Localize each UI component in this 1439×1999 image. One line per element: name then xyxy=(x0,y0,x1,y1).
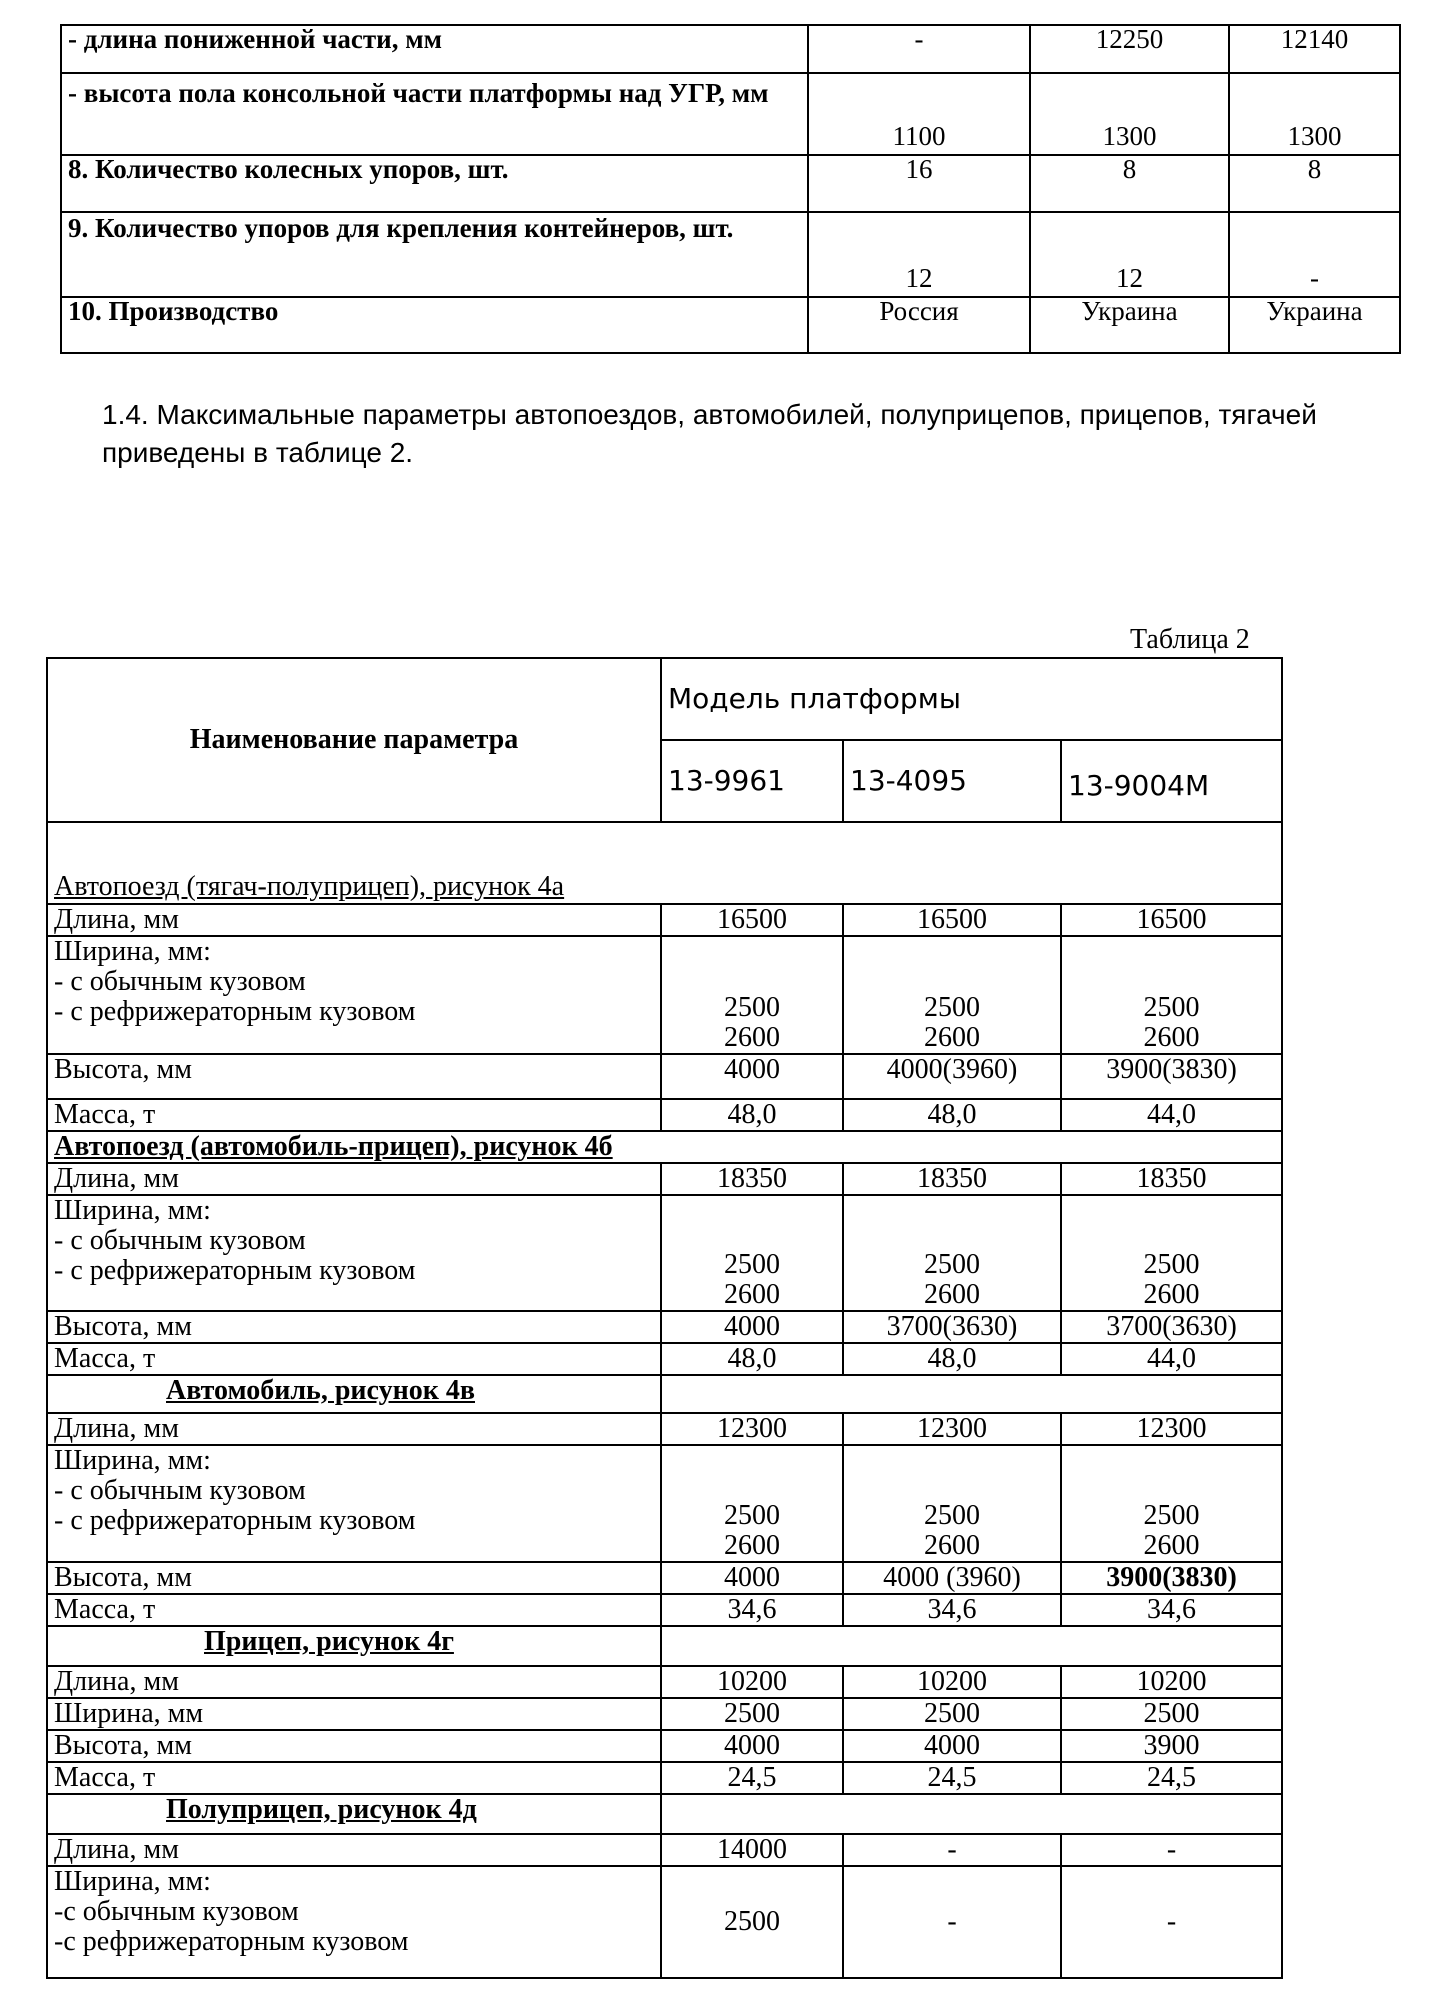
cell-value: 24,5 xyxy=(661,1762,843,1794)
table-row xyxy=(47,1054,1282,1099)
section-title: Прицеп, рисунок 4г xyxy=(47,1626,661,1666)
table-row xyxy=(47,1594,1282,1626)
cell-label: 10. Производство xyxy=(61,297,808,353)
value-line: 2500 xyxy=(924,992,980,1023)
cell-value: Россия xyxy=(808,297,1030,353)
cell-value: 16 xyxy=(808,155,1030,212)
value-line: 2500 xyxy=(924,1249,980,1280)
section-title: Автомобиль, рисунок 4в xyxy=(47,1375,661,1413)
cell-value: 3900 xyxy=(1061,1730,1282,1762)
param-label xyxy=(47,1445,661,1562)
value-line: 2600 xyxy=(724,1022,780,1053)
model-13-9961: 13-9961 xyxy=(661,740,843,822)
cell-value xyxy=(661,1195,843,1311)
cell-value: 34,6 xyxy=(1061,1594,1282,1626)
table-row xyxy=(47,1762,1282,1794)
cell-value xyxy=(1061,936,1282,1054)
section-title: Автопоезд (тягач-полуприцеп), рисунок 4а xyxy=(47,822,1282,904)
param-label-line: - с обычным кузовом xyxy=(54,966,306,997)
cell-value: - xyxy=(843,1866,1061,1978)
section-empty-cell xyxy=(661,1375,1282,1413)
cell-value: 44,0 xyxy=(1061,1343,1282,1375)
cell-value: 8 xyxy=(1229,155,1400,212)
cell-value: 24,5 xyxy=(1061,1762,1282,1794)
cell-value: 12 xyxy=(808,212,1030,297)
value-line: 2600 xyxy=(1143,1530,1200,1561)
param-header: Наименование параметра xyxy=(47,658,661,822)
cell-value: 18350 xyxy=(1061,1163,1282,1195)
cell-label: - длина пониженной части, мм xyxy=(61,25,808,73)
section-empty-cell xyxy=(661,1626,1282,1666)
cell-value: 3900(3830) xyxy=(1061,1562,1282,1594)
cell-value: 14000 xyxy=(661,1834,843,1866)
cell-value: 1100 xyxy=(808,73,1030,155)
cell-value: 24,5 xyxy=(843,1762,1061,1794)
table-row xyxy=(47,1163,1282,1195)
section-row xyxy=(47,1626,1282,1666)
cell-value: - xyxy=(843,1834,1061,1866)
table-row xyxy=(47,1562,1282,1594)
param-label-line: - с обычным кузовом xyxy=(54,1225,306,1256)
cell-value: 1300 xyxy=(1229,73,1400,155)
value-line: 2600 xyxy=(724,1530,780,1561)
cell-label: 8. Количество колесных упоров, шт. xyxy=(61,155,808,212)
model-13-9004m: 13-9004М xyxy=(1061,740,1282,822)
param-label: Длина, мм xyxy=(47,1666,661,1698)
table-row xyxy=(61,212,1400,297)
cell-value: 4000 xyxy=(661,1730,843,1762)
cell-value: 48,0 xyxy=(843,1343,1061,1375)
param-label: Длина, мм xyxy=(47,904,661,936)
param-label: Длина, мм xyxy=(47,1834,661,1866)
cell-value: 4000 (3960) xyxy=(843,1562,1061,1594)
param-label: Высота, мм xyxy=(47,1562,661,1594)
value-line: 2500 xyxy=(724,1249,780,1280)
cell-value: 48,0 xyxy=(661,1099,843,1131)
cell-value: 2500 xyxy=(661,1866,843,1978)
table-row xyxy=(47,904,1282,936)
table-2 xyxy=(46,657,1283,1979)
cell-value: 12300 xyxy=(1061,1413,1282,1445)
param-label-line: - с рефрижераторным кузовом xyxy=(54,1255,416,1286)
cell-value xyxy=(1061,1445,1282,1562)
table-1 xyxy=(60,24,1401,354)
table-row xyxy=(61,25,1400,73)
param-label: Масса, т xyxy=(47,1762,661,1794)
cell-value: Украина xyxy=(1229,297,1400,353)
value-line: 2500 xyxy=(724,1500,780,1531)
cell-value: 1300 xyxy=(1030,73,1229,155)
param-label: Масса, т xyxy=(47,1594,661,1626)
cell-value: 10200 xyxy=(1061,1666,1282,1698)
param-label: Длина, мм xyxy=(47,1163,661,1195)
param-label-line: Ширина, мм: xyxy=(54,1866,211,1897)
cell-value: 48,0 xyxy=(843,1099,1061,1131)
cell-value: 4000 xyxy=(661,1311,843,1343)
param-label: Длина, мм xyxy=(47,1413,661,1445)
param-label: Масса, т xyxy=(47,1343,661,1375)
cell-value: 8 xyxy=(1030,155,1229,212)
param-label xyxy=(47,936,661,1054)
cell-value: 4000 xyxy=(843,1730,1061,1762)
model-header: Модель платформы xyxy=(661,658,1282,740)
cell-value: 34,6 xyxy=(661,1594,843,1626)
param-label: Высота, мм xyxy=(47,1311,661,1343)
param-label-line: - с обычным кузовом xyxy=(54,1475,306,1506)
param-label-line: Ширина, мм: xyxy=(54,1195,211,1226)
cell-value: 4000 xyxy=(661,1562,843,1594)
cell-value: 12300 xyxy=(661,1413,843,1445)
table-row xyxy=(47,1834,1282,1866)
cell-label: 9. Количество упоров для крепления контейнеров, шт. xyxy=(61,212,808,297)
cell-value: 4000 xyxy=(661,1054,843,1099)
value-line: 2600 xyxy=(924,1279,980,1310)
param-label-line: -с обычным кузовом xyxy=(54,1896,299,1927)
cell-value: 44,0 xyxy=(1061,1099,1282,1131)
cell-value: 16500 xyxy=(843,904,1061,936)
param-label xyxy=(47,1866,661,1978)
section-row xyxy=(47,1794,1282,1834)
cell-value: 10200 xyxy=(843,1666,1061,1698)
table-row xyxy=(47,1445,1282,1562)
paragraph-1-4: 1.4. Максимальные параметры автопоездов, автомобилей, полуприцепов, прицепов, тягачей приведены в таблице 2. xyxy=(102,399,1317,468)
cell-value: 12250 xyxy=(1030,25,1229,73)
cell-value xyxy=(661,936,843,1054)
table-row xyxy=(47,1343,1282,1375)
value-line: 2600 xyxy=(1143,1022,1200,1053)
cell-value: 18350 xyxy=(843,1163,1061,1195)
model-13-4095: 13-4095 xyxy=(843,740,1061,822)
param-label-line: - с рефрижераторным кузовом xyxy=(54,1505,416,1536)
table-header-row xyxy=(47,658,1282,740)
cell-value: 34,6 xyxy=(843,1594,1061,1626)
value-line: 2600 xyxy=(1143,1279,1200,1310)
cell-value xyxy=(843,1195,1061,1311)
table-row xyxy=(47,1730,1282,1762)
section-empty-cell xyxy=(661,1794,1282,1834)
cell-value: - xyxy=(1061,1866,1282,1978)
table-row xyxy=(47,1666,1282,1698)
cell-value: - xyxy=(1061,1834,1282,1866)
value-line: 2600 xyxy=(724,1279,780,1310)
value-line: 2600 xyxy=(924,1530,980,1561)
param-label: Высота, мм xyxy=(47,1730,661,1762)
table-row xyxy=(47,1099,1282,1131)
value-line: 2500 xyxy=(724,992,780,1023)
section-row xyxy=(47,1131,1282,1163)
cell-value: 16500 xyxy=(661,904,843,936)
cell-value: - xyxy=(808,25,1030,73)
cell-value: 2500 xyxy=(843,1698,1061,1730)
table-row xyxy=(47,1413,1282,1445)
cell-value: 2500 xyxy=(661,1698,843,1730)
param-label-line: - с рефрижераторным кузовом xyxy=(54,996,416,1027)
cell-value: 3700(3630) xyxy=(843,1311,1061,1343)
cell-value: 2500 xyxy=(1061,1698,1282,1730)
cell-value: 12300 xyxy=(843,1413,1061,1445)
cell-value: 12140 xyxy=(1229,25,1400,73)
table-row xyxy=(47,1698,1282,1730)
table-row xyxy=(61,73,1400,155)
param-label: Масса, т xyxy=(47,1099,661,1131)
cell-value: - xyxy=(1229,212,1400,297)
cell-value: 3900(3830) xyxy=(1061,1054,1282,1099)
table-row xyxy=(47,1866,1282,1978)
table-row xyxy=(61,155,1400,212)
value-line: 2500 xyxy=(1143,1249,1200,1280)
param-label-line: Ширина, мм: xyxy=(54,936,211,967)
param-label xyxy=(47,1195,661,1311)
value-line: 2500 xyxy=(1143,992,1200,1023)
param-label-line: -с рефрижераторным кузовом xyxy=(54,1926,409,1957)
cell-value: 10200 xyxy=(661,1666,843,1698)
table-row xyxy=(61,297,1400,353)
cell-value: 3700(3630) xyxy=(1061,1311,1282,1343)
section-row xyxy=(47,1375,1282,1413)
table-row xyxy=(47,936,1282,1054)
table-row xyxy=(47,1195,1282,1311)
cell-value xyxy=(661,1445,843,1562)
value-line: 2500 xyxy=(1143,1500,1200,1531)
param-label-line: Ширина, мм: xyxy=(54,1445,211,1476)
param-label: Ширина, мм xyxy=(47,1698,661,1730)
cell-value: 16500 xyxy=(1061,904,1282,936)
cell-value: 18350 xyxy=(661,1163,843,1195)
section-title: Полуприцеп, рисунок 4д xyxy=(47,1794,661,1834)
cell-value xyxy=(843,936,1061,1054)
cell-value: 4000(3960) xyxy=(843,1054,1061,1099)
cell-value xyxy=(1061,1195,1282,1311)
cell-value: Украина xyxy=(1030,297,1229,353)
cell-value: 48,0 xyxy=(661,1343,843,1375)
cell-value xyxy=(843,1445,1061,1562)
cell-value: 12 xyxy=(1030,212,1229,297)
cell-label: - высота пола консольной части платформы над УГР, мм xyxy=(61,73,808,155)
value-line: 2500 xyxy=(924,1500,980,1531)
param-label: Высота, мм xyxy=(47,1054,661,1099)
value-line: 2600 xyxy=(924,1022,980,1053)
section-title: Автопоезд (автомобиль-прицеп), рисунок 4б xyxy=(47,1131,1282,1163)
table-2-caption: Таблица 2 xyxy=(1130,624,1250,655)
section-row xyxy=(47,822,1282,904)
table-row xyxy=(47,1311,1282,1343)
